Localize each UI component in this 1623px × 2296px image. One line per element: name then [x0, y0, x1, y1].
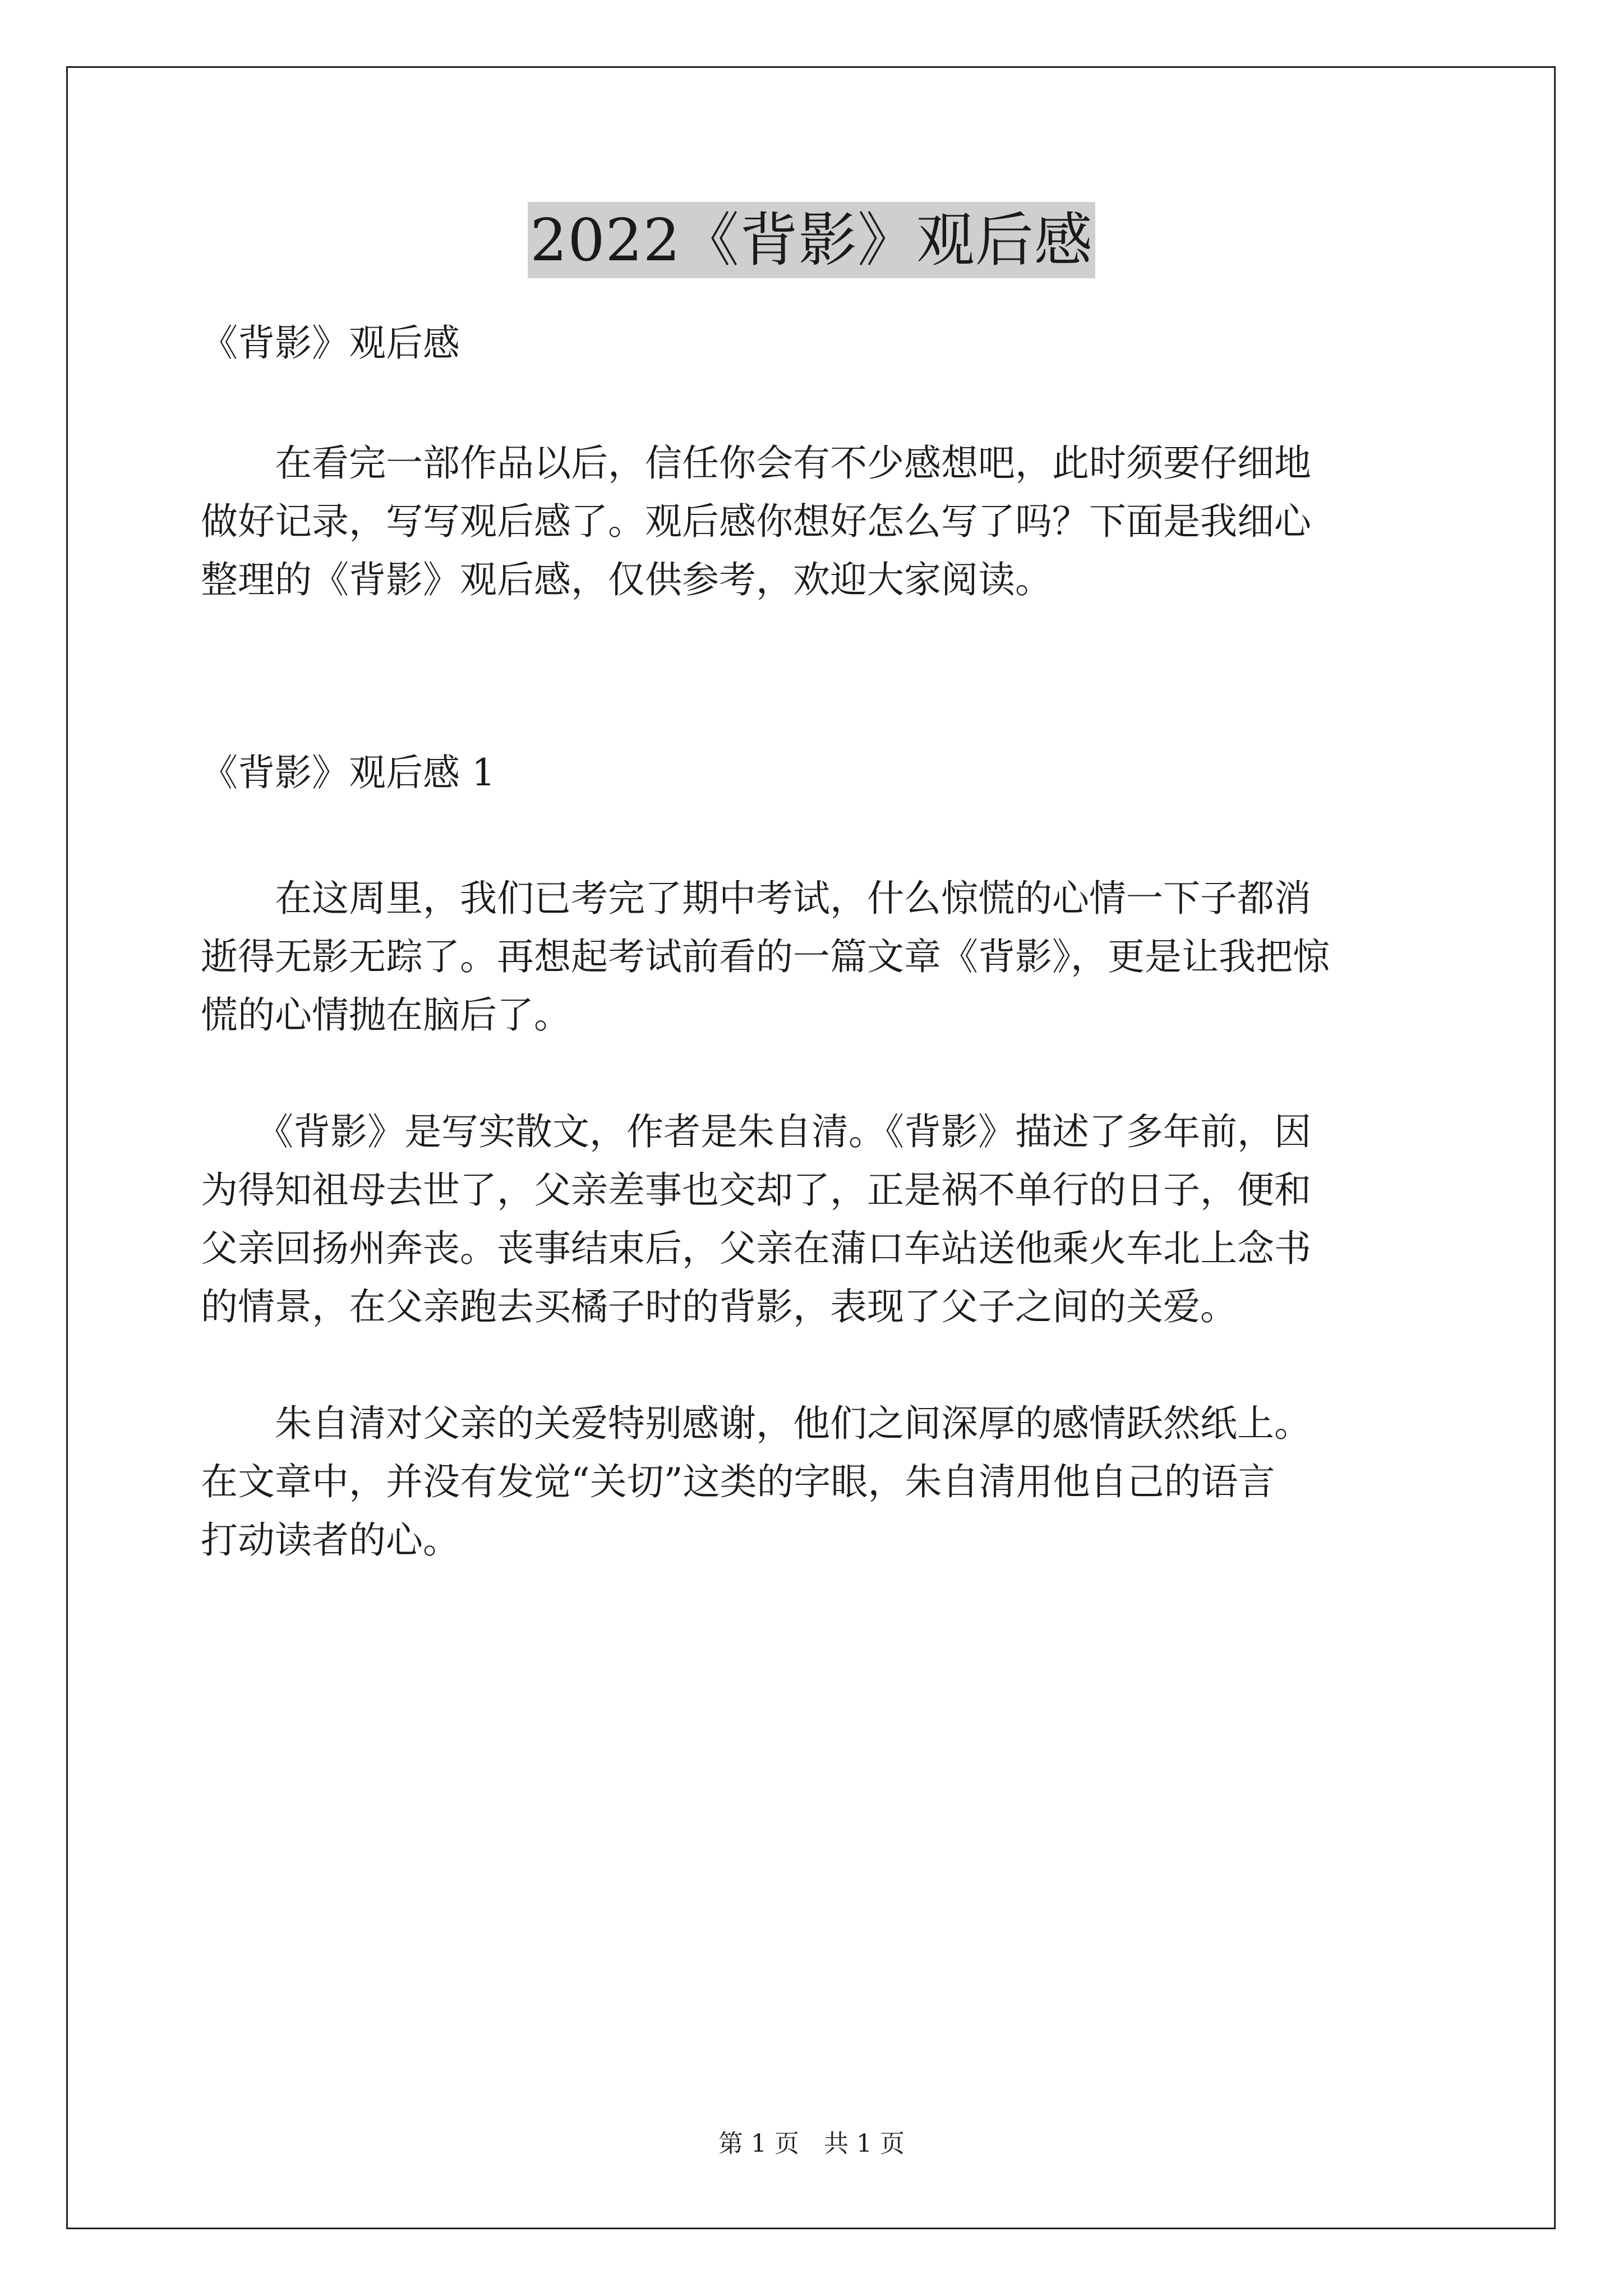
document-title[interactable]: 2022《背影》观后感: [528, 202, 1095, 278]
heading[interactable]: 《背影》观后感: [201, 321, 460, 365]
title-container: [0, 202, 1623, 278]
intro-line-2[interactable]: 做好记录，写写观后感了。观后感你想好怎么写了吗？下面是我细心: [201, 500, 1311, 543]
document-body: [201, 314, 1429, 1570]
page-footer: 第 1 页 共 1 页: [718, 2129, 905, 2158]
para1-line-2[interactable]: 逝得无影无踪了。再想起考试前看的一篇文章《背影》，更是让我把惊: [201, 935, 1330, 978]
para2-line-2[interactable]: 为得知祖母去世了，父亲差事也交却了，正是祸不单行的日子，便和: [201, 1168, 1311, 1212]
para3-line-2[interactable]: 在文章中，并没有发觉“关切”这类的字眼，朱自清用他自己的语言: [201, 1460, 1275, 1503]
para2-line-3[interactable]: 父亲回扬州奔丧。丧事结束后，父亲在蒲口车站送他乘火车北上念书: [201, 1227, 1311, 1270]
para3-line-3[interactable]: 打动读者的心。: [201, 1519, 460, 1562]
intro-line-3[interactable]: 整理的《背影》观后感，仅供参考，欢迎大家阅读。: [201, 558, 1052, 601]
intro-line-1[interactable]: 在看完一部作品以后，信任你会有不少感想吧，此时须要仔细地: [201, 441, 1311, 485]
para2-line-1[interactable]: 《背影》是写实散文，作者是朱自清。《背影》描述了多年前，因: [201, 1110, 1311, 1153]
section-heading[interactable]: 《背影》观后感 1: [201, 751, 495, 794]
para3-line-1[interactable]: 朱自清对父亲的关爱特别感谢，他们之间深厚的感情跃然纸上。: [201, 1402, 1311, 1445]
para2-line-4[interactable]: 的情景，在父亲跑去买橘子时的背影，表现了父子之间的关爱。: [201, 1285, 1237, 1328]
para1-line-1[interactable]: 在这周里，我们已考完了期中考试，什么惊慌的心情一下子都消: [201, 877, 1311, 920]
para1-line-3[interactable]: 慌的心情抛在脑后了。: [201, 993, 571, 1037]
